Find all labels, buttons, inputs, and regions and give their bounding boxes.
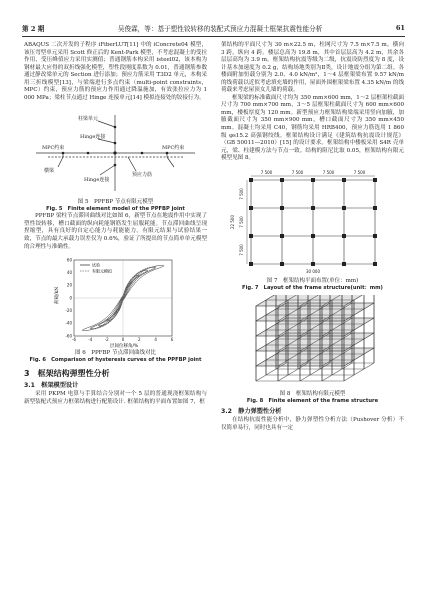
issue-number: 第 2 期 — [22, 25, 45, 33]
paragraph: PPFBP 梁柱节点滞回曲线对比如图 6，新型节点在地震作用中实现了塑性铰转移，槽口截面的纵向耗能钢筋发生屈服耗能。节点滞回曲线呈现捏缩型，具有良好的自定心能力与耗能能力。有限元结果与试验结果一致，节点的最大承载力误差仅为 0.6%，验证了所提出的节点简单单元模型的合理性与准确性。 — [24, 213, 207, 250]
column-section — [342, 206, 346, 210]
dim-label: 7 500 — [260, 169, 272, 175]
column-section — [249, 206, 253, 210]
subsection-heading: 3.1 框架模型设计 — [24, 381, 79, 389]
column-section — [249, 234, 253, 238]
column-section — [311, 206, 315, 210]
dim-total-label: 30 000 — [305, 268, 320, 274]
dim-label: 7 500 — [291, 169, 303, 175]
fig6-caption-cn: 图 6 PPFBP 节点滞回曲线对比 — [75, 350, 156, 357]
column-section — [373, 234, 377, 238]
column-section — [342, 262, 346, 266]
column-section — [373, 262, 377, 266]
label-beam: 横梁 — [44, 168, 55, 175]
fig6-hysteresis-chart — [52, 254, 180, 350]
x-tick-label: 0 — [121, 337, 124, 343]
paragraph: 在结构抗震性能分析中，静力弹塑性分析方法（Pushover 分析）不仅简单易行，同时也具有一定 — [221, 417, 404, 431]
x-tick-label: 4 — [153, 337, 157, 343]
label-hinge-bottom: Hinge连接 — [84, 177, 110, 184]
paragraph: 框架梁的标准截面尺寸均为 350 mm×600 mm，1～2 层框架柱截面尺寸为 700 mm×700 mm，3～5 层框架柱截面尺寸为 600 mm×600 mm，楼板厚度为 120 mm。新型预应力框架结构梁端采用竖向加腋，加腋截面尺寸为 350 mm×900 mm，槽口截面尺寸为 350 mm×450 mm。混凝土均采用 C40，钢筋均采用 HRB400，预应力筋选用 1 860 级 φs15.2 高强钢绞线。框架结构设计满足《建筑结构抗震设计规范》（GB 50011—2010）[15] 的设计要求。框架结构中楼板采用 S4R 壳单元，梁、柱建模方法与节点一致。结构的阻尼比取 0.05，框架结构有限元模型见图 8。 — [221, 94, 404, 162]
dim-label: 7 500 — [238, 188, 244, 200]
section-heading: 3 框架结构弹塑性分析 — [24, 369, 110, 379]
column-section — [373, 178, 377, 182]
running-header — [22, 22, 405, 37]
y-tick-label: 60 — [66, 257, 72, 263]
label-tendon: 预应力筋 — [132, 172, 153, 179]
label-mpc-left: MPC约束 — [42, 145, 65, 152]
fig8-caption-en: Fig. 8 Finite element of the frame structure — [246, 397, 379, 404]
dim-label: 7 500 — [238, 216, 244, 228]
column-section — [342, 178, 346, 182]
fig5-caption-en: Fig. 5 Finite element model of the PPFBP joint — [46, 206, 185, 213]
column-section — [311, 178, 315, 182]
fig5-caption-cn: 图 5 PPFBP 节点有限元模型 — [77, 199, 154, 206]
y-tick-label: -20 — [64, 308, 72, 314]
fig7-caption-cn: 图 7 框架结构平面布置(单位：mm) — [266, 277, 359, 284]
dim-label: 7 500 — [353, 169, 365, 175]
paragraph: 采用 PKPM 电算与手算结合分别对一个 5 层的普通现浇框架结构与新型装配式预应力框架结构进行配筋设计. 框架结构的平面布置如图 7，框 — [24, 391, 207, 405]
x-tick-label: -6 — [71, 337, 76, 343]
x-tick-label: -2 — [104, 337, 109, 343]
right-column — [221, 42, 404, 432]
y-axis-label: 荷载/kN — [54, 286, 60, 305]
dim-total-label: 22 500 — [229, 214, 235, 229]
column-section — [342, 234, 346, 238]
dim-label: 7 500 — [238, 244, 244, 256]
legend-fem: 有限元模拟 — [91, 268, 112, 274]
label-mpc-right: MPC约束 — [162, 145, 185, 152]
x-tick-label: 6 — [170, 337, 173, 343]
fig7-caption-en: Fig. 7 Layout of the frame structure(unit：mm) — [242, 284, 383, 291]
column-section — [280, 262, 284, 266]
column-section — [311, 234, 315, 238]
x-axis-label: 层间位移角/% — [109, 344, 138, 350]
left-column — [24, 42, 207, 406]
x-tick-label: 2 — [137, 337, 141, 343]
paragraph: 架结构的平面尺寸为 30 m×22.5 m，柱网尺寸为 7.5 m×7.5 m，横向 3 跨，纵向 4 跨。楼层总高为 19.8 m，其中首层层高为 4.2 m，其余各层层高均为 3.9 m。框架结构抗震等级为二级，抗震设防烈度为 8 度，设计基本加速度为 0.2 g，结构场地类别为Ⅱ类，设计地震分组为第二组。各楼面附加恒载分别为 2.0、4.0 kN/m²，1～4 层框架梁布置 9.57 kN/m 的线荷载以近似考虑填充墙的作用，屋面外围框架梁布置 4.35 kN/m 的线荷载来考虑屋顶女儿墙的荷载。 — [221, 42, 404, 94]
fig7-floor-plan — [227, 166, 399, 278]
column-section — [249, 178, 253, 182]
column-section — [311, 262, 315, 266]
page-number: 61 — [395, 24, 405, 32]
beam-line — [344, 363, 374, 381]
y-tick-label: -40 — [64, 320, 72, 326]
y-tick-label: 20 — [66, 282, 72, 288]
fig6-caption-en: Fig. 6 Comparison of hysteresis curves of the PPFBP joint — [29, 357, 202, 364]
column-section — [280, 206, 284, 210]
x-tick-label: -4 — [87, 337, 92, 343]
y-tick-label: 40 — [66, 270, 72, 276]
label-column-element: 柱梁单元 — [78, 116, 99, 123]
column-section — [280, 178, 284, 182]
legend-test: 试验 — [91, 262, 100, 268]
y-tick-label: 0 — [68, 295, 72, 301]
column-section — [373, 206, 377, 210]
subsection-heading: 3.2 静力弹塑性分析 — [221, 407, 282, 415]
fig8-caption-cn: 图 8 框架结构有限元模型 — [279, 390, 346, 397]
fig8-3d-frame-model — [238, 295, 388, 391]
dim-label: 7 500 — [322, 169, 334, 175]
running-title: 吴俊霖，等：基于塑性铰转移的装配式预应力混凝土框架抗震性能分析 — [117, 25, 323, 33]
y-tick-label: -60 — [64, 333, 72, 339]
fig5-joint-diagram — [28, 105, 203, 199]
paragraph: ABAQUS 二次开发的子程序 iFiberLUT[11] 中的 iConcrete04 模型，该压弯型单元采用 Scott 修正后的 Kent-Park 模型，不考虑混凝土的受拉作用，受压峰值应力采用实测值；普通钢筋本构采用 isteel02，该本构为钢材最大应得的双折线强化模型，塑性段刚度系数为 0.01，普通钢筋参数通过静改梁单元的 Section 进行添加；预应力筋采用 T3D2 单元，本构采用三折线模型[13]，与梁端进行多点约束（multi-point constraints，MPC）约束，预应力筋的预应力作用通过降温施加，有效张拉应力为 1 000 MPa；梁柱节点通过 Hinge 连接单元[14] 模拟连接处的铰接行为。 — [24, 42, 207, 101]
column-section — [280, 234, 284, 238]
column-section — [249, 262, 253, 266]
label-hinge-top: Hinge连接 — [80, 134, 106, 141]
